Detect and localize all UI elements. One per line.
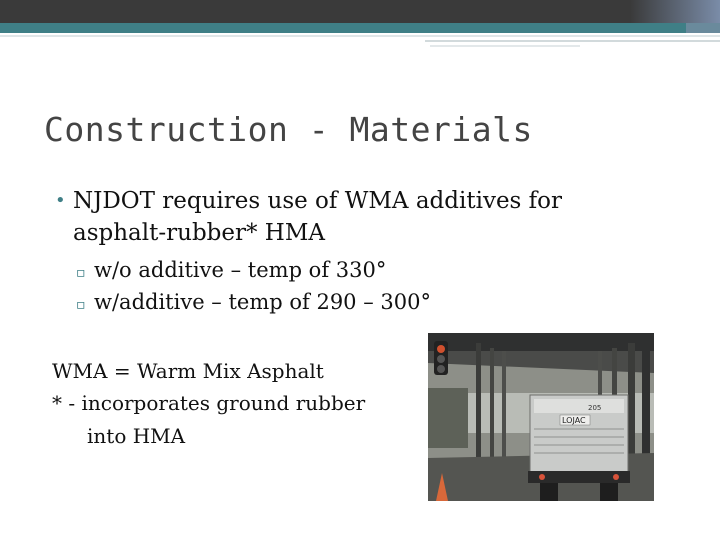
truck-photo xyxy=(428,333,654,501)
top-bar-gradient xyxy=(630,0,720,23)
sub-bullet-with-additive xyxy=(76,288,596,319)
top-dark-bar xyxy=(0,0,720,23)
main-bullet xyxy=(55,185,635,249)
main-bullet-text: NJDOT requires use of WMA additives for asphalt-rubber* HMA xyxy=(73,188,563,246)
divider-line-shorter xyxy=(430,45,580,47)
bullet-dot-icon: • xyxy=(55,190,66,211)
note-rubber-footnote: * - incorporates ground rubber xyxy=(52,391,366,415)
slide-title: Construction - Materials xyxy=(44,110,533,149)
sub-bullet-text: w/o additive – temp of 330° xyxy=(94,258,387,282)
divider-line-short xyxy=(425,40,720,42)
truck-photo-illustration xyxy=(428,333,654,501)
note-wma-definition: WMA = Warm Mix Asphalt xyxy=(52,359,324,383)
top-teal-bar xyxy=(0,23,720,33)
sub-bullet-without-additive xyxy=(76,256,596,287)
truck-number-label: 205 xyxy=(588,404,602,412)
square-bullet-icon: ▫ xyxy=(76,265,86,281)
note-rubber-footnote-continued: into HMA xyxy=(87,424,186,448)
sub-bullet-text: w/additive – temp of 290 – 300° xyxy=(94,290,431,314)
square-bullet-icon: ▫ xyxy=(76,297,86,313)
divider-line xyxy=(0,35,720,37)
truck-sign-label: LOJAC xyxy=(562,416,586,425)
teal-bar-right-block xyxy=(686,23,720,33)
